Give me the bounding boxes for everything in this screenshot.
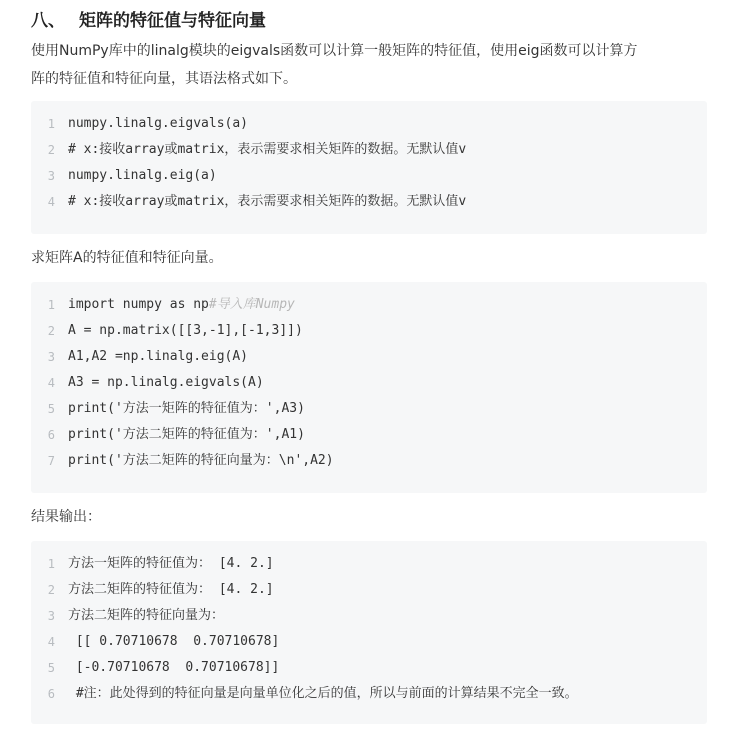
line-number: 3 [47, 169, 55, 183]
code-text: numpy.linalg.eigvals(a) [68, 116, 249, 131]
code-line [31, 111, 707, 137]
code-text: #注：此处得到的特征向量是向量单位化之后的值，所以与前面的计算结果不完全一致。 [68, 686, 578, 701]
code-text: print('方法二矩阵的特征值为：',A1) [68, 427, 305, 442]
line-number: 2 [47, 583, 55, 597]
line-number: 6 [47, 428, 55, 442]
section-title: 矩阵的特征值与特征向量 [79, 11, 266, 31]
code-text: 方法二矩阵的特征向量为： [68, 608, 225, 623]
line-number: 5 [47, 402, 55, 416]
code-text: 方法一矩阵的特征值为： [4. 2.] [68, 556, 274, 571]
line-number: 6 [47, 687, 55, 701]
code-line [31, 551, 707, 577]
code-text: 方法二矩阵的特征值为： [4. 2.] [68, 582, 274, 597]
code-line [31, 163, 707, 189]
code-text [68, 292, 295, 318]
section-heading [31, 8, 266, 34]
intro-paragraph [31, 37, 721, 93]
code-line [31, 396, 707, 422]
line-number: 2 [47, 143, 55, 157]
line-number: 1 [47, 557, 55, 571]
line-number: 4 [47, 635, 55, 649]
intro-line-2: 阵的特征值和特征向量，其语法格式如下。 [31, 71, 297, 87]
line-number: 4 [47, 376, 55, 390]
section-number: 八、 [31, 11, 65, 31]
code-line [31, 344, 707, 370]
code-statement: import numpy as np [68, 297, 209, 312]
line-number: 7 [47, 454, 55, 468]
code-line [31, 370, 707, 396]
code-text: A3 = np.linalg.eigvals(A) [68, 375, 264, 390]
code-line [31, 603, 707, 629]
code-line [31, 681, 707, 707]
code-text: print('方法一矩阵的特征值为：',A3) [68, 401, 305, 416]
code-text: print('方法二矩阵的特征向量为：\n',A2) [68, 453, 334, 468]
line-number: 1 [47, 117, 55, 131]
line-number: 3 [47, 609, 55, 623]
code-text: A = np.matrix([[3,-1],[-1,3]]) [68, 323, 303, 338]
code-text: A1,A2 =np.linalg.eig(A) [68, 349, 249, 364]
code-line [31, 292, 707, 318]
task-paragraph: 求矩阵A的特征值和特征向量。 [31, 250, 223, 266]
code-block-example [31, 282, 707, 493]
line-number: 4 [47, 195, 55, 209]
intro-line-1: 使用NumPy库中的linalg模块的eigvals函数可以计算一般矩阵的特征值，使用eig函数可以计算方 [31, 43, 638, 59]
code-text: [[ 0.70710678 0.70710678] [68, 634, 280, 649]
output-label: 结果输出： [31, 509, 101, 525]
code-block-syntax [31, 101, 707, 234]
code-comment: #导入库Numpy [208, 297, 295, 312]
code-line [31, 629, 707, 655]
code-text: # x:接收array或matrix，表示需要求相关矩阵的数据。无默认值v [68, 142, 467, 157]
code-line [31, 189, 707, 215]
code-line [31, 422, 707, 448]
code-text: [-0.70710678 0.70710678]] [68, 660, 280, 675]
line-number: 1 [47, 298, 55, 312]
code-block-output [31, 541, 707, 724]
code-line [31, 577, 707, 603]
code-text: # x:接收array或matrix，表示需要求相关矩阵的数据。无默认值v [68, 194, 467, 209]
line-number: 3 [47, 350, 55, 364]
line-number: 5 [47, 661, 55, 675]
code-text: numpy.linalg.eig(a) [68, 168, 217, 183]
code-line [31, 655, 707, 681]
code-line [31, 137, 707, 163]
code-line [31, 318, 707, 344]
code-line [31, 448, 707, 474]
line-number: 2 [47, 324, 55, 338]
